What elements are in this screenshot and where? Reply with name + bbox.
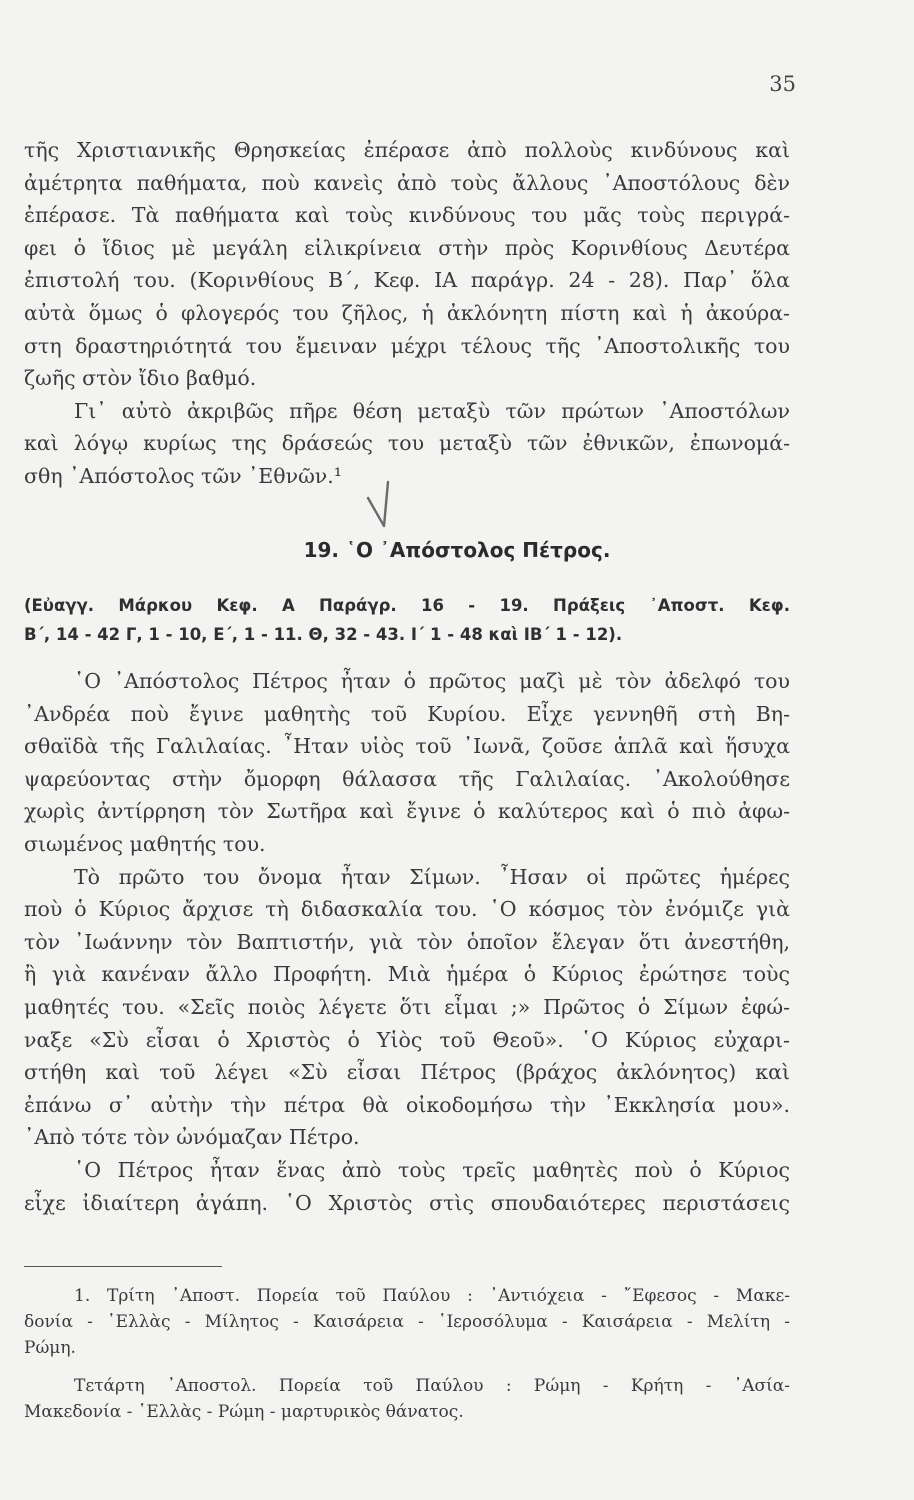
text-line: ᾿Απὸ τότε τὸν ὠνόμαζαν Πέτρο. bbox=[24, 1125, 360, 1150]
text-line: ποὺ ὁ Κύριος ἄρχισε τὴ διδασκαλία του. ῾Ο κόσμος τὸν ἐνόμιζε γιὰ bbox=[24, 897, 790, 922]
footnote-line: Τετάρτη ᾿Αποστολ. Πορεία τοῦ Παύλου : Ρώμη - Κρήτη - ᾿Ασία- bbox=[74, 1376, 790, 1396]
footnote-line: 1. Τρίτη ᾿Αποστ. Πορεία τοῦ Παύλου : ᾿Αντιόχεια - ῎Εφεσος - Μακε- bbox=[74, 1286, 790, 1306]
text-line: ἐπιστολή του. (Κορινθίους Β΄, Κεφ. ΙΑ παράγρ. 24 - 28). Παρ᾿ ὅλα bbox=[24, 268, 790, 293]
text-line: στη δραστηριότητά του ἔμειναν μέχρι τέλους τῆς ᾿Αποστολικῆς του bbox=[24, 333, 790, 358]
text-line: μαθητές του. «Σεῖς ποιὸς λέγετε ὅτι εἶμαι ;» Πρῶτος ὁ Σίμων ἐφώ- bbox=[24, 994, 790, 1019]
text-line: σθη ᾿Απόστολος τῶν ᾿Εθνῶν.¹ bbox=[24, 463, 342, 488]
text-line: Τὸ πρῶτο του ὄνομα ἦταν Σίμων. ῏Ησαν οἱ πρῶτες ἡμέρες bbox=[74, 864, 790, 889]
text-line: ᾿Ανδρέα ποὺ ἔγινε μαθητὴς τοῦ Κυρίου. Εἶχε γεννηθῆ στὴ Βη- bbox=[24, 701, 790, 726]
text-line: χωρὶς ἀντίρρηση τὸν Σωτῆρα καὶ ἔγινε ὁ καλύτερος καὶ ὁ πιὸ ἀφω- bbox=[24, 799, 790, 824]
text-line: καὶ λόγῳ κυρίως της δράσεώς του μεταξὺ τῶν ἐθνικῶν, ἐπωνομά- bbox=[24, 431, 790, 456]
footnote-line: Ρώμη. bbox=[24, 1338, 76, 1358]
text-line: ἐπάνω σ᾿ αὐτὴν τὴν πέτρα θὰ οἰκοδομήσω τὴν ᾿Εκκλησία μου». bbox=[24, 1092, 790, 1117]
text-line: ἀμέτρητα παθήματα, ποὺ κανεὶς ἀπὸ τοὺς ἄλλους ᾿Αποστόλους δὲν bbox=[24, 170, 790, 195]
text-line: αὐτὰ ὅμως ὁ φλογερός του ζῆλος, ἡ ἀκλόνητη πίστη καὶ ἡ ἀκούρα- bbox=[24, 300, 790, 325]
text-line: σθαϊδὰ τῆς Γαλιλαίας. ῏Ηταν υἱὸς τοῦ ᾿Ιωνᾶ, ζοῦσε ἁπλᾶ καὶ ἥσυχα bbox=[24, 734, 790, 759]
text-line: σιωμένος μαθητής του. bbox=[24, 831, 266, 856]
footnote-line: δονία - ῾Ελλὰς - Μίλητος - Καισάρεια - ῾Ιεροσόλυμα - Καισάρεια - Μελίτη - bbox=[24, 1312, 790, 1332]
text-line: φει ὁ ἴδιος μὲ μεγάλη εἰλικρίνεια στὴν πρὸς Κορινθίους Δευτέρα bbox=[24, 235, 790, 260]
section-title: 19. ῾Ο ᾿Απόστολος Πέτρος. bbox=[303, 538, 611, 562]
text-line: Γι᾿ αὐτὸ ἀκριβῶς πῆρε θέση μεταξὺ τῶν πρώτων ᾿Αποστόλων bbox=[74, 398, 790, 423]
page-number: 35 bbox=[769, 72, 796, 96]
body-text-bottom bbox=[24, 665, 790, 1219]
text-line: ῾Ο ᾿Απόστολος Πέτρος ἦταν ὁ πρῶτος μαζὶ μὲ τὸν ἀδελφό του bbox=[74, 669, 790, 693]
footnote-divider bbox=[24, 1266, 222, 1267]
text-line: ναξε «Σὺ εἶσαι ὁ Χριστὸς ὁ Υἱὸς τοῦ Θεοῦ». ῾Ο Κύριος εὐχαρι- bbox=[24, 1027, 790, 1052]
text-line: εἶχε ἰδιαίτερη ἀγάπη. ῾Ο Χριστὸς στὶς σπουδαιότερες περιστάσεις bbox=[24, 1190, 790, 1215]
footnotes bbox=[24, 1283, 790, 1425]
text-line: στήθη καὶ τοῦ λέγει «Σὺ εἶσαι Πέτρος (βράχος ἀκλόνητος) καὶ bbox=[24, 1060, 790, 1085]
text-line: ῾Ο Πέτρος ἦταν ἕνας ἀπὸ τοὺς τρεῖς μαθητὲς ποὺ ὁ Κύριος bbox=[74, 1157, 790, 1182]
text-line: ζωῆς στὸν ἴδιο βαθμό. bbox=[24, 366, 257, 391]
handwritten-check-mark bbox=[364, 480, 404, 530]
text-line: τῆς Χριστιανικῆς Θρησκείας ἐπέρασε ἀπὸ πολλοὺς κινδύνους καὶ bbox=[24, 138, 790, 162]
reference-line: (Εὐαγγ. Μάρκου Κεφ. Α Παράγρ. 16 - 19. Πράξεις ᾿Αποστ. Κεφ. bbox=[24, 596, 790, 615]
scripture-references bbox=[24, 591, 790, 649]
text-line: τὸν ᾿Ιωάννην τὸν Βαπτιστήν, γιὰ τὸν ὁποῖον ἔλεγαν ὅτι ἀνεστήθη, bbox=[24, 929, 790, 954]
reference-line: Β΄, 14 - 42 Γ, 1 - 10, Ε΄, 1 - 11. Θ, 32 - 43. Ι΄ 1 - 48 καὶ ΙΒ΄ 1 - 12). bbox=[24, 625, 623, 644]
body-text-top bbox=[24, 134, 790, 493]
text-line: ψαρεύοντας στὴν ὄμορφη θάλασσα τῆς Γαλιλαίας. ᾿Ακολούθησε bbox=[24, 766, 790, 791]
footnote-gap bbox=[24, 1361, 790, 1373]
text-line: ἐπέρασε. Τὰ παθήματα καὶ τοὺς κινδύνους του μᾶς τοὺς περιγρά- bbox=[24, 203, 790, 228]
footnote-line: Μακεδονία - ῾Ελλὰς - Ρώμη - μαρτυρικὸς θάνατος. bbox=[24, 1402, 464, 1422]
text-line: ἢ γιὰ κανέναν ἄλλο Προφήτη. Μιὰ ἡμέρα ὁ Κύριος ἐρώτησε τοὺς bbox=[24, 962, 790, 987]
